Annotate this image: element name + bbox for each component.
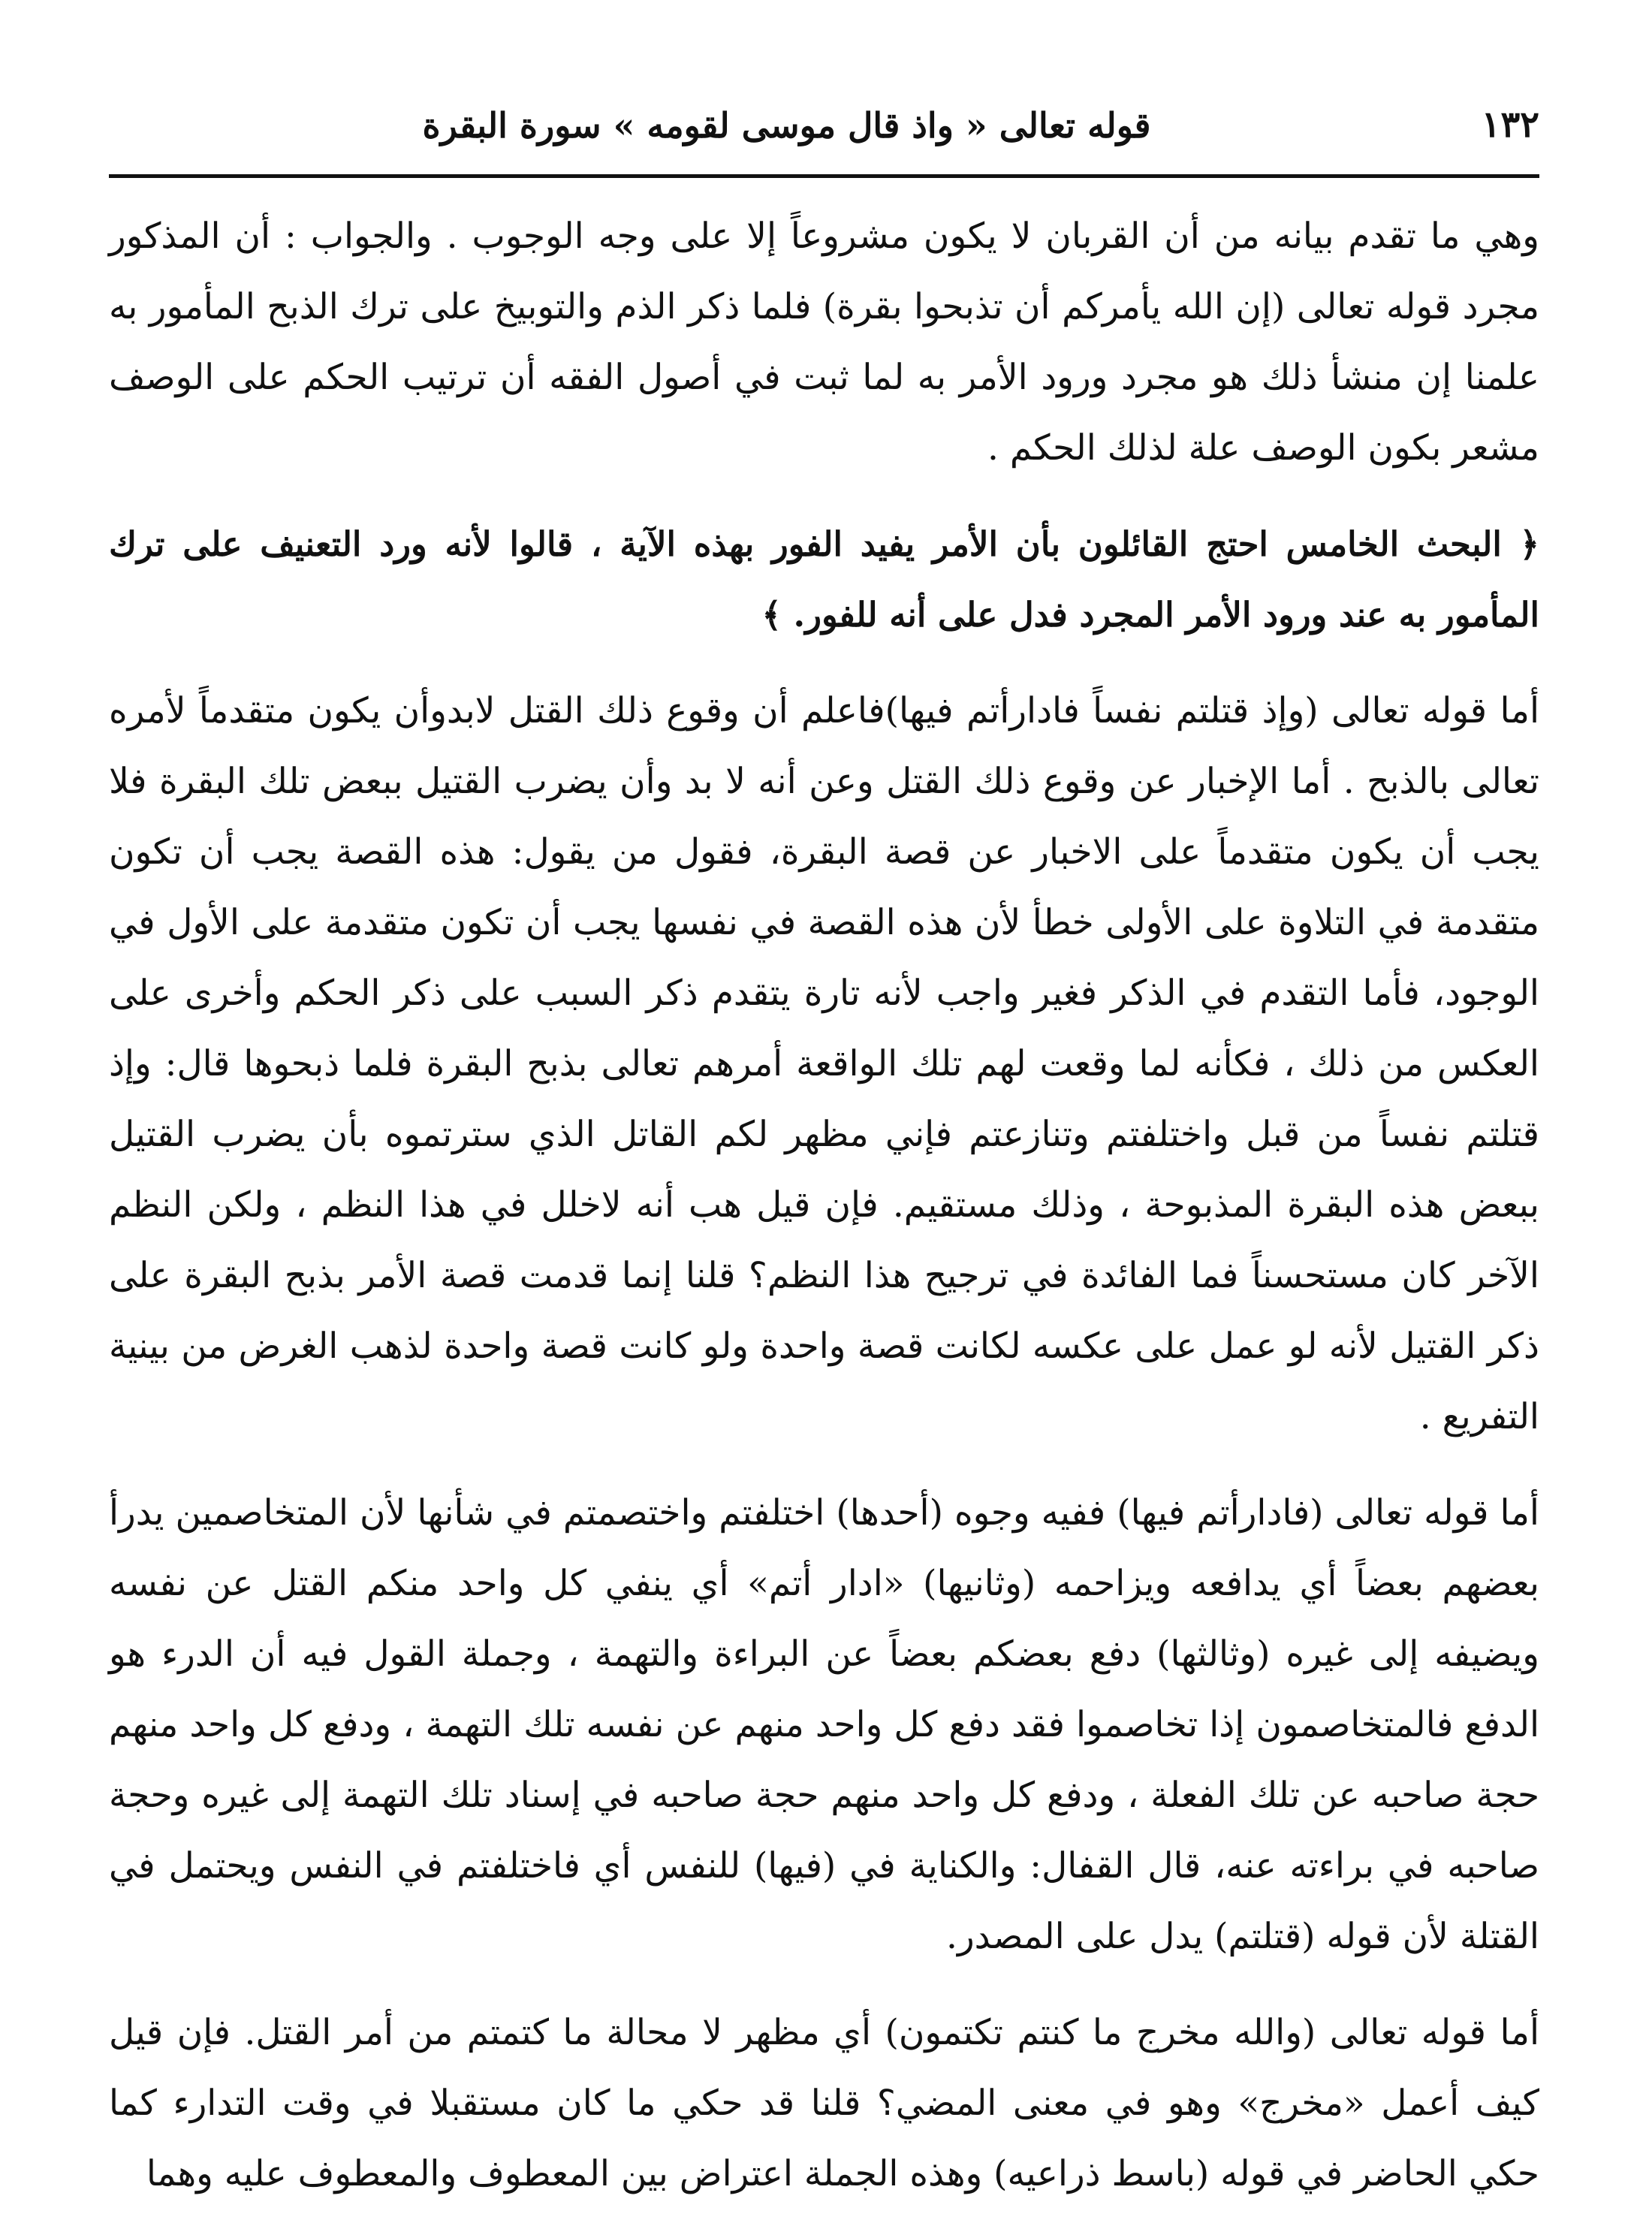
page-number: ١٣٢ [1481,104,1539,146]
running-head: قوله تعالى « واذ قال موسى لقومه » سورة البقرة [422,105,1151,146]
page-header [109,90,1539,158]
paragraph-fifth-discussion: ﴿ البحث الخامس احتج القائلون بأن الأمر يفيد الفور بهذه الآية ، قالوا لأنه ورد التعنيف على ترك المأمور به عند ورود الأمر المجرد فدل على أنه للفور. ﴾ [109,524,1539,635]
header-rule [109,174,1539,178]
paragraph: أما قوله تعالى (وإذ قتلتم نفساً فادارأتم فيها)فاعلم أن وقوع ذلك القتل لابدوأن يكون متقدماً لأمره تعالى بالذبح . أما الإخبار عن وقوع ذلك القتل وعن أنه لا بد وأن يضرب القتيل ببعض تلك البقرة فلا يجب أن يكون متقدماً على الاخبار عن قصة البقرة، فقول من يقول: هذه القصة يجب أن تكون متقدمة في التلاوة على الأولى خطأ لأن هذه القصة في نفسها يجب أن تكون متقدمة على الأول في الوجود، فأما التقدم في الذكر فغير واجب لأنه تارة يتقدم ذكر السبب على ذكر الحكم وأخرى على العكس من ذلك ، فكأنه لما وقعت لهم تلك الواقعة أمرهم تعالى بذبح البقرة فلما ذبحوها قال: وإذ قتلتم نفساً من قبل واختلفتم وتنازعتم فإني مظهر لكم القاتل الذي سترتموه بأن يضرب القتيل ببعض هذه البقرة المذبوحة ، وذلك مستقيم. فإن قيل هب أنه لاخلل في هذا النظم ، ولكن النظم الآخر كان مستحسناً فما الفائدة في ترجيح هذا النظم؟ قلنا إنما قدمت قصة الأمر بذبح البقرة على ذكر القتيل لأنه لو عمل على عكسه لكانت قصة واحدة ولو كانت قصة واحدة لذهب الغرض من بينية التفريع . [109,690,1539,1437]
paragraph: أما قوله تعالى (والله مخرج ما كنتم تكتمون) أي مظهر لا محالة ما كتمتم من أمر القتل. فإن قيل كيف أعمل «مخرج» وهو في معنى المضي؟ قلنا قد حكي ما كان مستقبلا في وقت التدارء كما حكي الحاضر في قوله (باسط ذراعيه) وهذه الجملة اعتراض بين المعطوف والمعطوف عليه وهما [109,2012,1539,2194]
page-body [109,201,1539,2235]
paragraph: أما قوله تعالى (فادارأتم فيها) ففيه وجوه (أحدها) اختلفتم واختصمتم في شأنها لأن المتخاصمين يدرأ بعضهم بعضاً أي يدافعه ويزاحمه (وثانيها) «ادار أتم» أي ينفي كل واحد منكم القتل عن نفسه ويضيفه إلى غيره (وثالثها) دفع بعضكم بعضاً عن البراءة والتهمة ، وجملة القول فيه أن الدرء هو الدفع فالمتخاصمون إذا تخاصموا فقد دفع كل واحد منهم عن نفسه تلك التهمة ، ودفع كل واحد منهم حجة صاحبه عن تلك الفعلة ، ودفع كل واحد منهم حجة صاحبه في إسناد تلك التهمة إلى غيره وحجة صاحبه في براءته عنه، قال القفال: والكناية في (فيها) للنفس أي فاختلفتم في النفس ويحتمل في القتلة لأن قوله (قتلتم) يدل على المصدر. [109,1492,1539,1957]
paragraph: وهي ما تقدم بيانه من أن القربان لا يكون مشروعاً إلا على وجه الوجوب . والجواب : أن المذكور مجرد قوله تعالى (إن الله يأمركم أن تذبحوا بقرة) فلما ذكر الذم والتوبيخ على ترك الذبح المأمور به علمنا إن منشأ ذلك هو مجرد ورود الأمر به لما ثبت في أصول الفقه أن ترتيب الحكم على الوصف مشعر بكون الوصف علة لذلك الحكم . [109,216,1539,469]
